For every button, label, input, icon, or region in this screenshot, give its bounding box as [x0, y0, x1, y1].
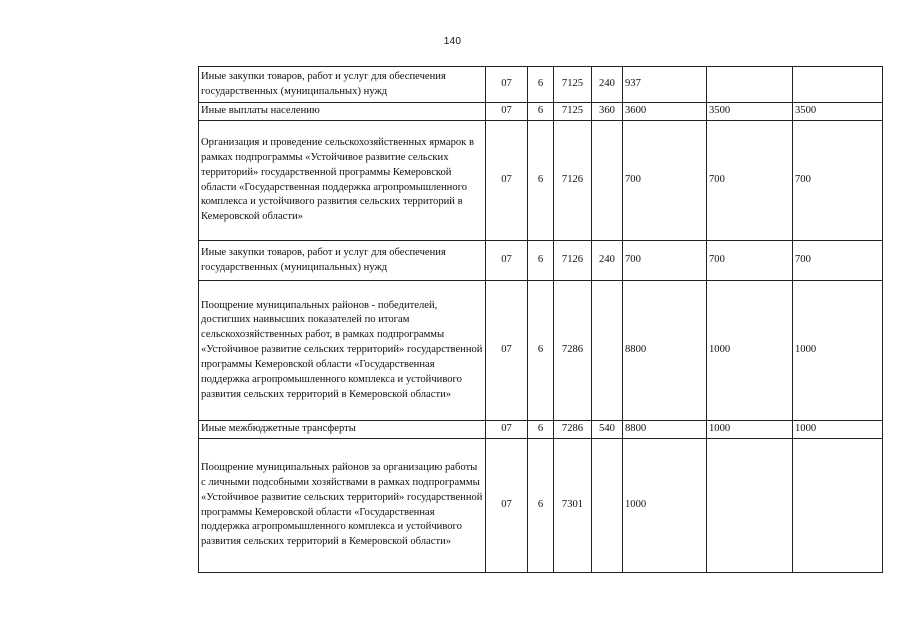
- row-value-year-3: 1000: [793, 281, 883, 421]
- row-subsection: 6: [528, 439, 554, 573]
- row-value-year-3: 1000: [793, 421, 883, 439]
- row-value-year-3: 700: [793, 241, 883, 281]
- table-row: [199, 103, 883, 121]
- row-article: 7125: [554, 67, 592, 103]
- row-value-year-2: 1000: [707, 421, 793, 439]
- row-value-year-1: 8800: [623, 281, 707, 421]
- row-article: 7125: [554, 103, 592, 121]
- table-row: [199, 67, 883, 103]
- row-section: 07: [486, 241, 528, 281]
- row-section: 07: [486, 421, 528, 439]
- row-section: 07: [486, 439, 528, 573]
- row-value-year-1: 1000: [623, 439, 707, 573]
- row-value-year-3: 700: [793, 121, 883, 241]
- table-row: [199, 421, 883, 439]
- row-section: 07: [486, 67, 528, 103]
- row-subsection: 6: [528, 121, 554, 241]
- row-expense-type: 240: [592, 241, 623, 281]
- row-name: Иные выплаты населению: [199, 103, 486, 121]
- row-section: 07: [486, 103, 528, 121]
- row-value-year-2: 700: [707, 241, 793, 281]
- row-value-year-3: 3500: [793, 103, 883, 121]
- row-name: Поощрение муниципальных районов - победителей, достигших наивысших показателей по итогам сельскохозяйственных работ, в рамках подпрограммы «Устойчивое развитие сельских территорий» государственной программы Кемеровской области «Государственная поддержка агропромышленного комплекса и устойчивого развития сельских территорий в Кемеровской области»: [199, 281, 486, 421]
- row-value-year-2: [707, 67, 793, 103]
- row-name: Иные межбюджетные трансферты: [199, 421, 486, 439]
- row-article: 7286: [554, 281, 592, 421]
- row-value-year-1: 937: [623, 67, 707, 103]
- page-number: 140: [443, 36, 462, 47]
- row-subsection: 6: [528, 67, 554, 103]
- table-row: [199, 241, 883, 281]
- row-article: 7126: [554, 241, 592, 281]
- row-name: Поощрение муниципальных районов за организацию работы с личными подсобными хозяйствами в рамках подпрограммы «Устойчивое развитие сельских территорий» государственной программы Кемеровской области «Государственная поддержка агропромышленного комплекса и устойчивого развития сельских территорий в Кемеровской области»: [199, 439, 486, 573]
- row-subsection: 6: [528, 103, 554, 121]
- row-value-year-1: 700: [623, 241, 707, 281]
- table-row: [199, 281, 883, 421]
- row-value-year-1: 3600: [623, 103, 707, 121]
- row-value-year-3: [793, 67, 883, 103]
- row-subsection: 6: [528, 241, 554, 281]
- row-value-year-1: 700: [623, 121, 707, 241]
- row-article: 7301: [554, 439, 592, 573]
- row-expense-type: 360: [592, 103, 623, 121]
- row-name: Организация и проведение сельскохозяйственных ярмарок в рамках подпрограммы «Устойчивое развитие сельских территорий» государственной программы Кемеровской области «Государственная поддержка агропромышленного комплекса и устойчивого развития сельских территорий в Кемеровской области»: [199, 121, 486, 241]
- row-expense-type: 240: [592, 67, 623, 103]
- row-name: Иные закупки товаров, работ и услуг для обеспечения государственных (муниципальных) нужд: [199, 241, 486, 281]
- table-row: [199, 439, 883, 573]
- row-value-year-1: 8800: [623, 421, 707, 439]
- row-value-year-2: 1000: [707, 281, 793, 421]
- row-name: Иные закупки товаров, работ и услуг для обеспечения государственных (муниципальных) нужд: [199, 67, 486, 103]
- row-section: 07: [486, 121, 528, 241]
- row-subsection: 6: [528, 421, 554, 439]
- row-value-year-2: 700: [707, 121, 793, 241]
- row-article: 7126: [554, 121, 592, 241]
- row-article: 7286: [554, 421, 592, 439]
- row-expense-type: [592, 439, 623, 573]
- row-section: 07: [486, 281, 528, 421]
- row-value-year-2: 3500: [707, 103, 793, 121]
- row-subsection: 6: [528, 281, 554, 421]
- budget-table: [198, 66, 883, 573]
- row-expense-type: 540: [592, 421, 623, 439]
- row-value-year-3: [793, 439, 883, 573]
- row-value-year-2: [707, 439, 793, 573]
- table-row: [199, 121, 883, 241]
- row-expense-type: [592, 281, 623, 421]
- row-expense-type: [592, 121, 623, 241]
